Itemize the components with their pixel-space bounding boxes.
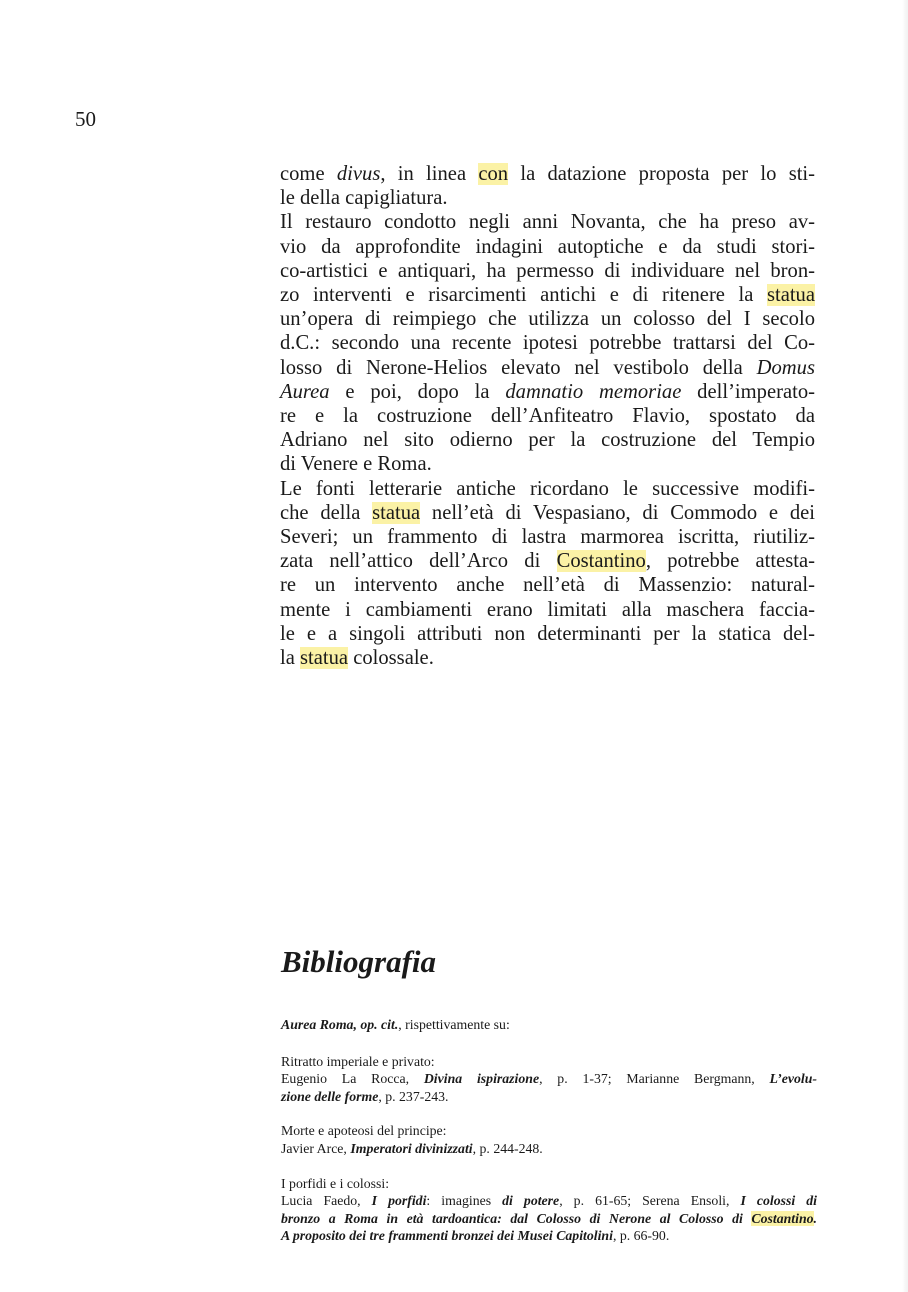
text-line: Severi; un frammento di lastra marmorea iscritta, riutiliz-: [280, 526, 815, 549]
text-line: Aurea e poi, dopo la damnatio memoriae dell’imperato-: [280, 380, 815, 403]
bibliography-list: [281, 1016, 817, 1262]
bibliography-entry: [281, 1175, 817, 1245]
highlighted-word: statua: [766, 284, 815, 307]
text-line: di Venere e Roma.: [280, 453, 432, 476]
bibliography-line: Javier Arce, Imperatori divinizzati, p. 244-248.: [281, 1140, 543, 1156]
text-line: losso di Nerone-Helios elevato nel vestibolo della Domus: [280, 356, 815, 379]
text-line: d.C.: secondo una recente ipotesi potrebbe trattarsi del Co-: [280, 332, 815, 355]
page-number: 50: [75, 107, 96, 131]
bibliography-line: Eugenio La Rocca, Divina ispirazione, p. 1-37; Marianne Bergmann, L’evolu-: [281, 1071, 817, 1087]
text-line: Le fonti letterarie antiche ricordano le successive modifi-: [280, 477, 815, 500]
title-text: I porfidi: [371, 1193, 427, 1209]
bibliography-entry: [281, 1053, 817, 1106]
text-line: re e la costruzione dell’Anfiteatro Flavio, spostato da: [280, 405, 815, 428]
text-line: zata nell’attico dell’Arco di Costantino, potrebbe attesta-: [280, 550, 815, 573]
bibliography-line: [281, 1210, 817, 1228]
highlighted-word: statua: [300, 647, 349, 670]
bibliography-heading: Bibliografia: [281, 944, 437, 979]
italic-text: divus: [336, 163, 381, 185]
bibliography-entry: [281, 1122, 817, 1157]
bibliography-entry: [281, 1016, 817, 1034]
italic-text: damnatio memoriae: [505, 380, 682, 403]
text-line: che della statua nell’età di Vespasiano, di Commodo e dei: [280, 501, 815, 524]
text-line: vio da approfondite indagini autoptiche e da studi stori-: [280, 235, 815, 258]
text-line: re un intervento anche nell’età di Massenzio: natural-: [280, 574, 815, 597]
text-line: un’opera di reimpiego che utilizza un colosso del I secolo: [280, 308, 815, 331]
bibliography-line: I porfidi e i colossi:: [281, 1175, 390, 1191]
bibliography-line: Aurea Roma, op. cit., rispettivamente su:: [281, 1017, 510, 1032]
bibliography-line: Morte e apoteosi del principe:: [281, 1123, 447, 1139]
title-text: L’evolu-: [769, 1071, 817, 1087]
title-text: A proposito dei tre frammenti bronzei dei Musei Capitolini: [281, 1228, 613, 1244]
title-text: Aurea Roma, op. cit.: [281, 1017, 399, 1032]
text-line: le e a singoli attributi non determinanti per la statica del-: [280, 622, 815, 645]
bibliography-line: A proposito dei tre frammenti bronzei dei Musei Capitolini, p. 66-90.: [281, 1228, 670, 1244]
title-text: di potere: [502, 1193, 560, 1209]
bibliography-line: zione delle forme, p. 237-243.: [281, 1088, 449, 1104]
text-line: mente i cambiamenti erano limitati alla maschera faccia-: [280, 598, 815, 621]
title-text: Imperatori divinizzati: [350, 1140, 473, 1156]
text-line: la statua colossale.: [280, 647, 434, 670]
text-line: le della capigliatura.: [280, 187, 448, 210]
text-line: Il restauro condotto negli anni Novanta, che ha preso av-: [280, 211, 815, 234]
bibliography-line: Ritratto imperiale e privato:: [281, 1053, 435, 1069]
title-text: Divina ispirazione: [423, 1071, 540, 1087]
text-line: come divus, in linea con la datazione proposta per lo sti-: [280, 163, 816, 185]
title-text: bronzo a Roma in età tardoantica: dal Colosso di Nerone al Colosso di: [281, 1210, 752, 1226]
italic-text: Aurea: [280, 380, 330, 403]
bibliography-line: Lucia Faedo, I porfidi: imagines di potere, p. 61-65; Serena Ensoli, I colossi di: [281, 1193, 817, 1209]
title-text: zione delle forme: [281, 1088, 379, 1104]
text-line: co-artistici e antiquari, ha permesso di individuare nel bron-: [280, 259, 815, 282]
body-text: [280, 162, 815, 670]
italic-text: Domus: [756, 356, 815, 379]
highlighted-word: statua: [372, 501, 421, 524]
page-edge-shadow: [902, 0, 908, 1292]
highlighted-word: con: [478, 163, 509, 185]
highlighted-word: Costantino: [556, 550, 646, 573]
text-line: zo interventi e risarcimenti antichi e di ritenere la statua: [280, 284, 815, 307]
title-text: .: [813, 1210, 817, 1226]
text-line: Adriano nel sito odierno per la costruzione del Tempio: [280, 429, 815, 452]
highlighted-word: Costantino: [751, 1210, 814, 1226]
title-text: I colossi di: [740, 1193, 817, 1209]
